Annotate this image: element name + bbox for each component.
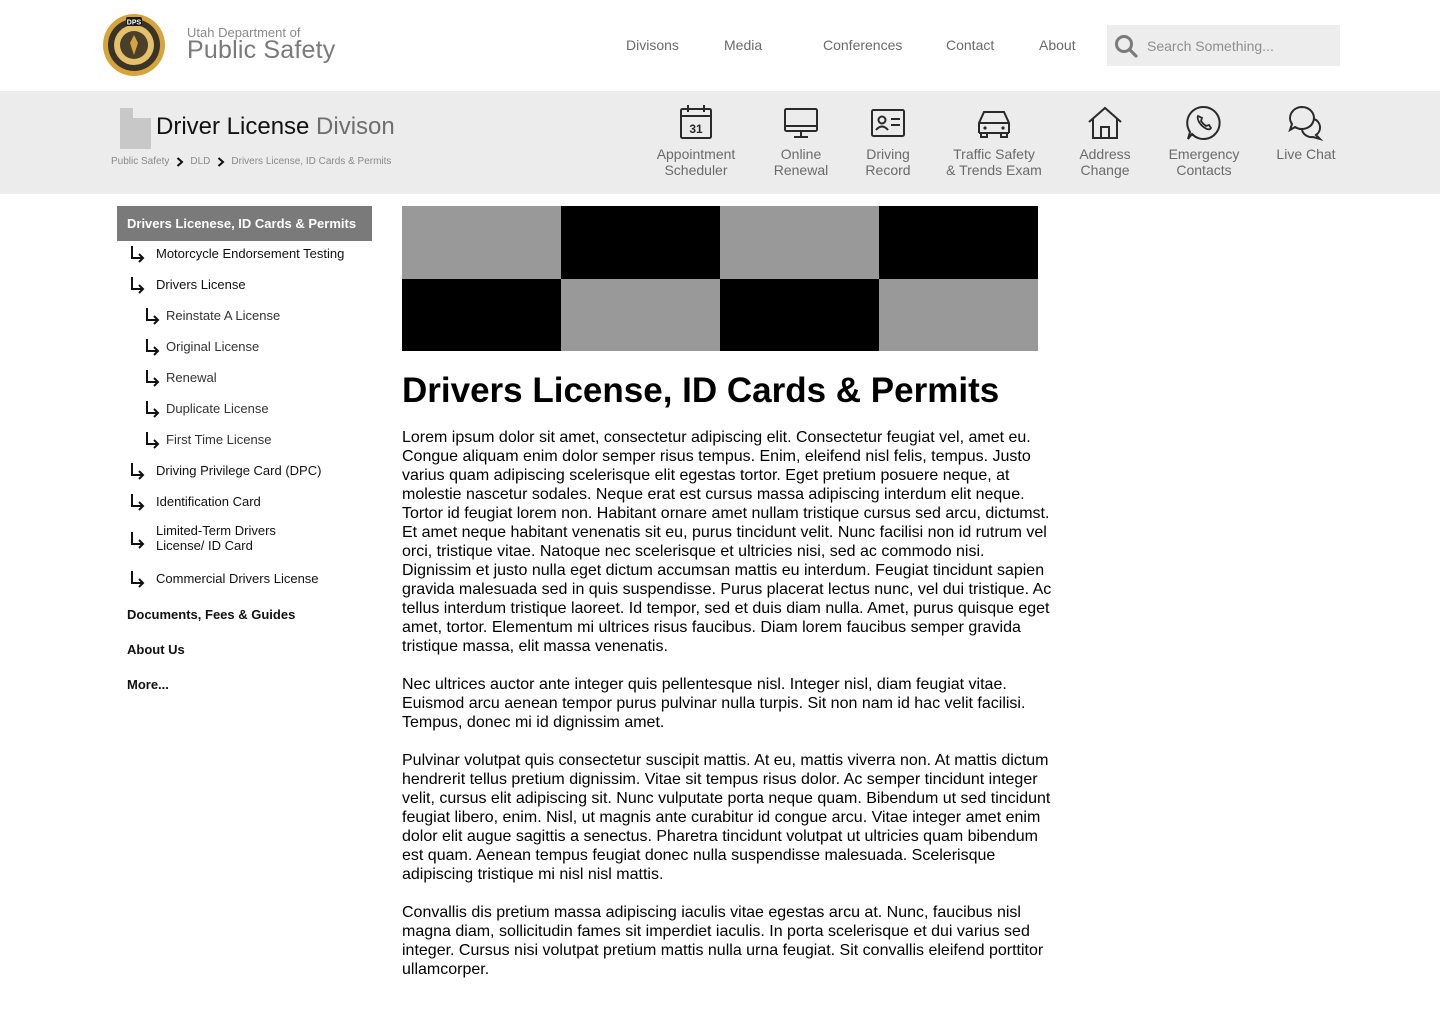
- return-arrow-icon: [144, 431, 160, 449]
- hero-tile: [879, 206, 1038, 279]
- hero-tile: [561, 206, 720, 279]
- sidebar-item-more[interactable]: More...: [127, 677, 169, 692]
- sidebar-subitem[interactable]: [117, 396, 372, 427]
- sidebar-subitem-label: Original License: [166, 339, 260, 354]
- hero-tile: [720, 279, 879, 352]
- id-card-icon: [868, 103, 908, 143]
- quick-link-label: Appointment Scheduler: [656, 146, 736, 178]
- sidebar-subitem[interactable]: [117, 365, 372, 396]
- car-icon: [974, 103, 1014, 143]
- chat-bubbles-icon: [1286, 103, 1326, 143]
- return-arrow-icon: [129, 531, 145, 549]
- nav-media[interactable]: Media: [724, 37, 763, 53]
- return-arrow-icon: [129, 462, 145, 480]
- article-body: [402, 428, 1052, 998]
- chevron-right-icon: [176, 157, 184, 167]
- phone-chat-icon: [1184, 103, 1224, 143]
- sidebar-subitem-label: Reinstate A License: [166, 308, 281, 323]
- return-arrow-icon: [144, 338, 160, 356]
- search-icon[interactable]: [1114, 34, 1138, 58]
- sidebar-subitem-label: Drivers License: [156, 277, 246, 292]
- return-arrow-icon: [129, 245, 145, 263]
- quick-link-address-change[interactable]: [1074, 103, 1136, 178]
- sidebar-subitem[interactable]: [117, 427, 372, 458]
- paragraph: Convallis dis pretium massa adipiscing iaculis vitae egestas arcu at. Nunc, faucibus nisl magna diam, sollicitudin fames sit imperdiet iaculis. In porta scelerisque et dui varius sed integer. Cursus nisi volutpat pretium mattis nulla urna feugiat. Sit convallis eleifend porttitor ullamcorper.: [402, 904, 1044, 978]
- sidebar-item-documents[interactable]: Documents, Fees & Guides: [127, 607, 296, 622]
- sidebar-subitem[interactable]: [117, 272, 372, 303]
- sidebar-subitem-label: Driving Privilege Card (DPC): [156, 463, 322, 478]
- quick-link-online-renewal[interactable]: [766, 103, 836, 178]
- sidebar-subitem-label: Duplicate License: [166, 401, 269, 416]
- return-arrow-icon: [129, 570, 145, 588]
- sidebar-subitem[interactable]: [117, 334, 372, 365]
- search-input[interactable]: [1147, 38, 1322, 54]
- quick-link-live-chat[interactable]: [1270, 103, 1342, 162]
- sidebar-item-active[interactable]: Drivers Licenese, ID Cards & Permits: [117, 206, 372, 241]
- hero-tile: [402, 206, 561, 279]
- search-box[interactable]: [1107, 25, 1340, 66]
- breadcrumb: [111, 156, 391, 167]
- house-icon: [1085, 103, 1125, 143]
- breadcrumb-dld[interactable]: DLD: [190, 156, 211, 167]
- sidebar-subitem-label: First Time License: [166, 432, 272, 447]
- breadcrumb-current: Drivers License, ID Cards & Permits: [231, 156, 392, 167]
- quick-link-appointment[interactable]: [652, 103, 740, 178]
- division-band: [0, 91, 1440, 194]
- svg-text:31: 31: [689, 122, 703, 136]
- monitor-icon: [781, 103, 821, 143]
- sidebar-subitem-label: Motorcycle Endorsement Testing: [156, 246, 345, 261]
- quick-link-traffic-safety[interactable]: [944, 103, 1044, 178]
- sidebar-subitem-label: Commercial Drivers License: [156, 571, 319, 586]
- sidebar-subitem-label: Identification Card: [156, 494, 261, 509]
- quick-link-label: Driving Record: [865, 146, 911, 178]
- quick-link-label: Emergency Contacts: [1168, 146, 1240, 178]
- quick-link-label: Online Renewal: [773, 146, 829, 178]
- sidebar-subitem[interactable]: [117, 520, 372, 566]
- hero-tile: [879, 279, 1038, 352]
- division-title-light: Divison: [309, 113, 395, 140]
- sidebar-subitem-label: Renewal: [166, 370, 217, 385]
- sidebar-subitem-label: Limited-Term Drivers License/ ID Card: [156, 523, 276, 553]
- paragraph: Lorem ipsum dolor sit amet, consectetur adipiscing elit. Consectetur feugiat vel, amet eu. Congue aliquam enim dolor semper risus tempus. Enim, eleifend nisl felis, tempus. Justo varius quam adipiscing scelerisque elit egestas tortor. Eget pretium posuere neque, at molestie nascetur sodales. Neque erat est cursus massa adipiscing interdum elit neque. Tortor id feugiat lorem non. Habitant ornare amet nullam tristique cursus sed arcu, dictumst. Et amet neque habitant venenatis sit eu, purus tincidunt velit. Nunc facilisi non id rutrum vel orci, tristique vitae. Natoque nec scelerisque et ultricies nisi, sed ac commodo nisi. Dignissim et justo nulla eget dictum accumsan mattis eu interdum. Feugiat tincidunt sapien gravida malesuada sed in quis suspendisse. Purus placerat lectus nunc, vel dui tristique. Ac tellus interdum tristique laoreet. Id tempor, sed et duis diam nulla. Amet, purus quisque eget amet, tortor. Elementum mi ultrices risus faucibus. Diam lorem faucibus semper gravida tristique massa, elit massa venenatis.: [402, 429, 1052, 655]
- division-title: [156, 113, 395, 141]
- return-arrow-icon: [129, 276, 145, 294]
- hero-tile: [561, 279, 720, 352]
- nav-contact[interactable]: Contact: [946, 37, 995, 53]
- sidebar-subitem[interactable]: [117, 566, 372, 597]
- quick-link-label: Traffic Safety & Trends Exam: [946, 146, 1042, 178]
- org-title[interactable]: Public Safety: [187, 36, 336, 64]
- quick-link-emergency-contacts[interactable]: [1164, 103, 1244, 178]
- svg-text:DPS: DPS: [126, 19, 142, 27]
- page-title: Drivers License, ID Cards & Permits: [402, 371, 1000, 410]
- sidebar-nav: [117, 206, 372, 704]
- nav-divisions[interactable]: Divisons: [626, 37, 679, 53]
- org-subtitle: Utah Department of: [187, 25, 301, 40]
- paragraph: Nec ultrices auctor ante integer quis pellentesque nisl. Integer nisl, diam feugiat vitae. Euismod arcu aenean tempor purus pulvinar nulla turpis. Sit non nam id hac velit facilisi. Tempus, donec mi id dignissim amet.: [402, 676, 1026, 731]
- return-arrow-icon: [144, 369, 160, 387]
- quick-link-label: Address Change: [1079, 146, 1131, 178]
- sidebar-subitem[interactable]: [117, 303, 372, 334]
- quick-link-driving-record[interactable]: [858, 103, 918, 178]
- sidebar-subitem[interactable]: [117, 458, 372, 489]
- nav-about[interactable]: About: [1039, 37, 1076, 53]
- sidebar-subitems: [117, 241, 372, 597]
- quick-link-label: Live Chat: [1276, 146, 1336, 162]
- return-arrow-icon: [144, 400, 160, 418]
- nav-conferences[interactable]: Conferences: [823, 37, 903, 53]
- hero-image-placeholder: [402, 206, 1038, 351]
- division-title-main: Driver License: [156, 113, 310, 140]
- paragraph: Pulvinar volutpat quis consectetur suscipit mattis. At eu, mattis viverra non. At mattis dictum hendrerit tellus pretium dignissim. Vitae sit tempus risus dolor. Ac semper tincidunt integer velit, cursus elit adipiscing sit. Nunc vulputate porta neque quam. Bibendum ut sed tincidunt feugiat libero, enim. Nisl, ut magnis ante curabitur id congue arcu. Vitae integer amet enim dolor elit augue sagittis a senectus. Pharetra tincidunt volutpat ut ultricies quam bibendum est quam. Aenean tempus feugiat donec nulla suspendisse malesuada. Scelerisque adipiscing tristique mi nisl nisl mattis.: [402, 752, 1051, 883]
- sidebar-subitem[interactable]: [117, 241, 372, 272]
- hero-tile: [720, 206, 879, 279]
- sidebar-item-about-us[interactable]: About Us: [127, 642, 185, 657]
- utah-state-icon: [120, 108, 151, 149]
- sidebar-subitem[interactable]: [117, 489, 372, 520]
- hero-tile: [402, 279, 561, 352]
- return-arrow-icon: [129, 493, 145, 511]
- breadcrumb-public-safety[interactable]: Public Safety: [111, 156, 170, 167]
- return-arrow-icon: [144, 307, 160, 325]
- calendar-icon: [676, 103, 716, 143]
- site-header: [0, 0, 1440, 91]
- chevron-right-icon: [217, 157, 225, 167]
